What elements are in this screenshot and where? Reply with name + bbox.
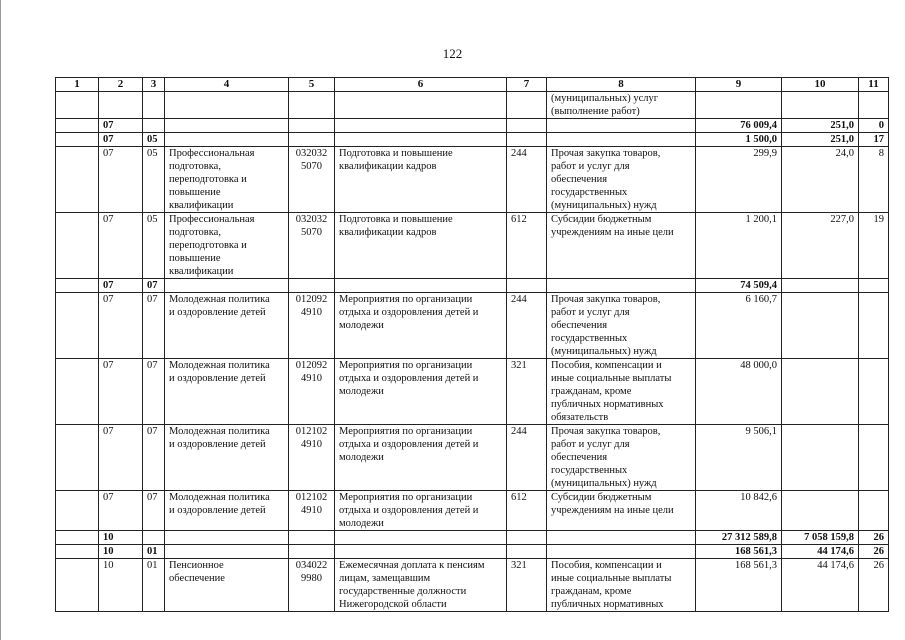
cell-subsection: 07 <box>143 491 165 531</box>
cell-amount-10 <box>782 425 859 491</box>
table-row <box>56 293 889 359</box>
cell-program-name <box>165 531 289 545</box>
cell-program-name: Пенсионное обеспечение <box>165 559 289 612</box>
cell-amount-total: 1 200,1 <box>696 213 782 279</box>
cell-subsection: 07 <box>143 279 165 293</box>
cell-expense-type: 244 <box>507 293 547 359</box>
column-number: 9 <box>696 78 782 92</box>
cell-amount-11 <box>859 425 889 491</box>
cell-expense-name: Субсидии бюджетным учреждениям на иные цели <box>547 213 696 279</box>
cell-section: 10 <box>99 531 143 545</box>
cell-amount-total: 27 312 589,8 <box>696 531 782 545</box>
cell-amount-10 <box>782 279 859 293</box>
cell-expense-name: Пособия, компенсации и иные социальные выплаты гражданам, кроме публичных нормативных обязательств <box>547 359 696 425</box>
cell-amount-total: 6 160,7 <box>696 293 782 359</box>
cell-amount-11: 0 <box>859 119 889 133</box>
cell-section: 07 <box>99 133 143 147</box>
column-number: 2 <box>99 78 143 92</box>
cell-program-target: Подготовка и повышение квалификации кадров <box>335 213 507 279</box>
cell-expense-type <box>507 133 547 147</box>
cell-col1 <box>56 359 99 425</box>
cell-amount-total: 1 500,0 <box>696 133 782 147</box>
cell-amount-11: 8 <box>859 147 889 213</box>
cell-expense-type: 244 <box>507 425 547 491</box>
cell-expense-type: 321 <box>507 559 547 612</box>
cell-col1 <box>56 559 99 612</box>
cell-target-code <box>289 531 335 545</box>
cell-section <box>99 92 143 119</box>
cell-program-target: Мероприятия по организации отдыха и оздоровления детей и молодежи <box>335 359 507 425</box>
cell-program-target: Мероприятия по организации отдыха и оздоровления детей и молодежи <box>335 293 507 359</box>
cell-subsection: 07 <box>143 425 165 491</box>
cell-expense-name: (муниципальных) услуг (выполнение работ) <box>547 92 696 119</box>
cell-amount-11 <box>859 293 889 359</box>
cell-section: 10 <box>99 559 143 612</box>
cell-expense-type: 612 <box>507 491 547 531</box>
table-row-subtotal <box>56 119 889 133</box>
cell-program-target: Мероприятия по организации отдыха и оздоровления детей и молодежи <box>335 425 507 491</box>
cell-col1 <box>56 92 99 119</box>
table-row-subtotal <box>56 133 889 147</box>
cell-amount-11: 26 <box>859 559 889 612</box>
cell-subsection: 07 <box>143 359 165 425</box>
table-row-subtotal <box>56 279 889 293</box>
cell-program-target <box>335 119 507 133</box>
cell-subsection <box>143 119 165 133</box>
cell-amount-total: 10 842,6 <box>696 491 782 531</box>
cell-section: 07 <box>99 491 143 531</box>
cell-target-code: 034022 9980 <box>289 559 335 612</box>
table-row <box>56 92 889 119</box>
cell-subsection: 05 <box>143 147 165 213</box>
cell-program-target: Ежемесячная доплата к пенсиям лицам, замещавшим государственные должности Нижегородской области <box>335 559 507 612</box>
cell-amount-11: 26 <box>859 531 889 545</box>
cell-target-code <box>289 133 335 147</box>
column-number: 1 <box>56 78 99 92</box>
table-row <box>56 491 889 531</box>
cell-target-code <box>289 279 335 293</box>
column-number: 10 <box>782 78 859 92</box>
cell-expense-name <box>547 279 696 293</box>
cell-program-name: Профессиональная подготовка, переподготовка и повышение квалификации <box>165 213 289 279</box>
column-number: 6 <box>335 78 507 92</box>
cell-amount-11 <box>859 279 889 293</box>
cell-program-target: Подготовка и повышение квалификации кадров <box>335 147 507 213</box>
cell-amount-11 <box>859 92 889 119</box>
cell-col1 <box>56 531 99 545</box>
cell-amount-11: 26 <box>859 545 889 559</box>
cell-col1 <box>56 545 99 559</box>
cell-expense-type: 612 <box>507 213 547 279</box>
cell-expense-name: Прочая закупка товаров, работ и услуг для обеспечения государственных (муниципальных) нужд <box>547 425 696 491</box>
cell-expense-type: 244 <box>507 147 547 213</box>
cell-program-target: Мероприятия по организации отдыха и оздоровления детей и молодежи <box>335 491 507 531</box>
cell-amount-10: 44 174,6 <box>782 559 859 612</box>
table-row-subtotal <box>56 531 889 545</box>
cell-target-code: 012092 4910 <box>289 359 335 425</box>
cell-amount-11 <box>859 359 889 425</box>
cell-col1 <box>56 491 99 531</box>
cell-section: 07 <box>99 279 143 293</box>
cell-program-name: Молодежная политика и оздоровление детей <box>165 491 289 531</box>
cell-target-code: 012102 4910 <box>289 425 335 491</box>
column-number: 7 <box>507 78 547 92</box>
cell-expense-name: Прочая закупка товаров, работ и услуг для обеспечения государственных (муниципальных) нужд <box>547 293 696 359</box>
cell-expense-name <box>547 545 696 559</box>
cell-expense-type <box>507 92 547 119</box>
cell-program-name: Молодежная политика и оздоровление детей <box>165 425 289 491</box>
cell-amount-11: 19 <box>859 213 889 279</box>
cell-amount-total: 9 506,1 <box>696 425 782 491</box>
cell-amount-total: 48 000,0 <box>696 359 782 425</box>
table-row <box>56 213 889 279</box>
cell-col1 <box>56 425 99 491</box>
cell-amount-10: 7 058 159,8 <box>782 531 859 545</box>
cell-program-target <box>335 531 507 545</box>
cell-expense-name: Пособия, компенсации и иные социальные выплаты гражданам, кроме публичных нормативных <box>547 559 696 612</box>
cell-expense-type: 321 <box>507 359 547 425</box>
cell-col1 <box>56 119 99 133</box>
cell-program-target <box>335 545 507 559</box>
cell-section: 07 <box>99 425 143 491</box>
cell-program-target <box>335 133 507 147</box>
cell-target-code: 012102 4910 <box>289 491 335 531</box>
cell-col1 <box>56 293 99 359</box>
column-number: 3 <box>143 78 165 92</box>
cell-expense-type <box>507 119 547 133</box>
cell-program-name <box>165 119 289 133</box>
cell-amount-11 <box>859 491 889 531</box>
cell-subsection: 07 <box>143 293 165 359</box>
budget-table <box>55 77 889 612</box>
cell-subsection: 05 <box>143 133 165 147</box>
cell-program-name <box>165 279 289 293</box>
page-margin-line <box>0 0 1 640</box>
cell-target-code: 032032 5070 <box>289 213 335 279</box>
cell-program-target <box>335 92 507 119</box>
cell-expense-name <box>547 119 696 133</box>
cell-expense-name: Субсидии бюджетным учреждениям на иные цели <box>547 491 696 531</box>
cell-program-name <box>165 133 289 147</box>
cell-expense-name <box>547 133 696 147</box>
table-row-subtotal <box>56 545 889 559</box>
cell-target-code: 032032 5070 <box>289 147 335 213</box>
cell-program-name <box>165 545 289 559</box>
page-number: 122 <box>442 46 463 61</box>
cell-col1 <box>56 147 99 213</box>
cell-amount-total: 299,9 <box>696 147 782 213</box>
cell-target-code <box>289 119 335 133</box>
cell-target-code <box>289 545 335 559</box>
table-row <box>56 147 889 213</box>
cell-section: 07 <box>99 213 143 279</box>
cell-amount-10 <box>782 359 859 425</box>
cell-target-code <box>289 92 335 119</box>
cell-subsection <box>143 92 165 119</box>
cell-amount-total: 168 561,3 <box>696 545 782 559</box>
cell-col1 <box>56 279 99 293</box>
cell-col1 <box>56 213 99 279</box>
cell-amount-10 <box>782 92 859 119</box>
cell-subsection: 05 <box>143 213 165 279</box>
cell-col1 <box>56 133 99 147</box>
cell-subsection: 01 <box>143 545 165 559</box>
cell-amount-total: 76 009,4 <box>696 119 782 133</box>
cell-subsection <box>143 531 165 545</box>
cell-amount-total: 74 509,4 <box>696 279 782 293</box>
cell-expense-name: Прочая закупка товаров, работ и услуг для обеспечения государственных (муниципальных) нужд <box>547 147 696 213</box>
cell-expense-type <box>507 279 547 293</box>
column-number: 11 <box>859 78 889 92</box>
cell-amount-10: 251,0 <box>782 133 859 147</box>
column-number: 4 <box>165 78 289 92</box>
cell-program-name <box>165 92 289 119</box>
cell-section: 07 <box>99 293 143 359</box>
cell-amount-10: 24,0 <box>782 147 859 213</box>
cell-amount-10 <box>782 491 859 531</box>
cell-program-name: Профессиональная подготовка, переподготовка и повышение квалификации <box>165 147 289 213</box>
table-row <box>56 559 889 612</box>
cell-amount-total <box>696 92 782 119</box>
column-number: 5 <box>289 78 335 92</box>
cell-expense-type <box>507 545 547 559</box>
column-number-row <box>56 78 889 92</box>
cell-program-target <box>335 279 507 293</box>
cell-expense-name <box>547 531 696 545</box>
cell-target-code: 012092 4910 <box>289 293 335 359</box>
cell-amount-total: 168 561,3 <box>696 559 782 612</box>
cell-amount-10: 227,0 <box>782 213 859 279</box>
table-row <box>56 425 889 491</box>
cell-amount-10: 251,0 <box>782 119 859 133</box>
cell-section: 07 <box>99 359 143 425</box>
column-number: 8 <box>547 78 696 92</box>
cell-section: 10 <box>99 545 143 559</box>
cell-section: 07 <box>99 119 143 133</box>
cell-program-name: Молодежная политика и оздоровление детей <box>165 293 289 359</box>
table-row <box>56 359 889 425</box>
cell-section: 07 <box>99 147 143 213</box>
cell-expense-type <box>507 531 547 545</box>
cell-amount-10 <box>782 293 859 359</box>
cell-amount-11: 17 <box>859 133 889 147</box>
cell-subsection: 01 <box>143 559 165 612</box>
cell-program-name: Молодежная политика и оздоровление детей <box>165 359 289 425</box>
cell-amount-10: 44 174,6 <box>782 545 859 559</box>
